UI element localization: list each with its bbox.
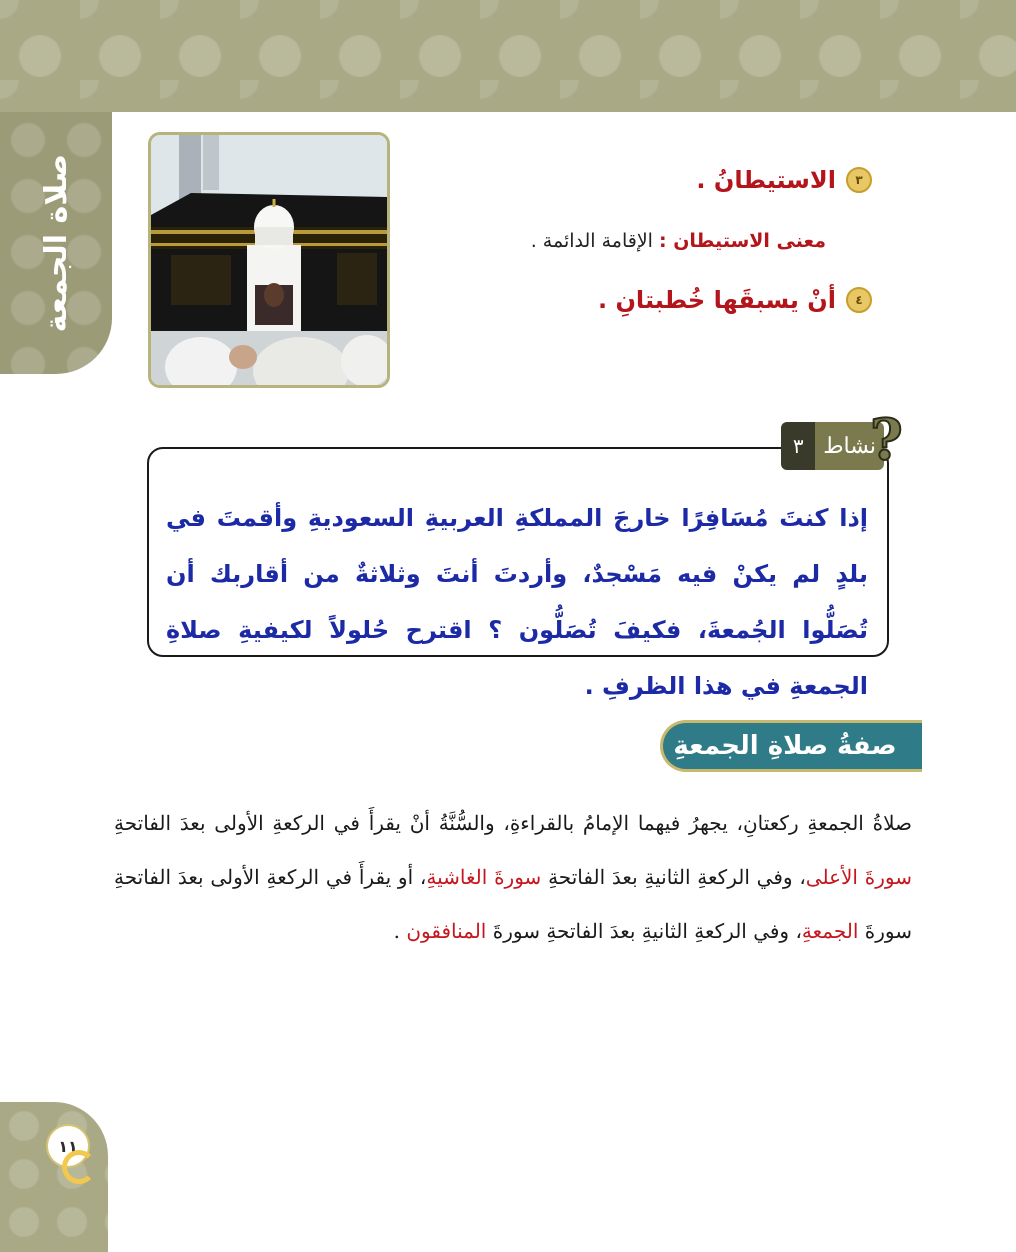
publisher-logo-icon <box>62 1150 96 1184</box>
chapter-title-text: صلاة الجمعة <box>38 153 74 333</box>
section-heading <box>660 720 922 772</box>
flower-badge-icon: ٤ <box>846 287 872 313</box>
activity-tab <box>766 422 884 470</box>
surah-name-2: سورةَ الغاشيةِ <box>426 865 542 889</box>
body-text-4: ، وفي الركعةِ الثانيةِ بعدَ الفاتحةِ سورةَ <box>486 919 802 943</box>
surah-name-1: سورةَ الأعلى <box>805 865 912 889</box>
body-text-1: صلاةُ الجمعةِ ركعتانِ، يجهرُ فيهما الإمامُ بالقراءةِ، والسُّنَّةُ أنْ يقرأَ في الركعةِ الأولى بعدَ الفاتحةِ <box>114 811 912 835</box>
section-heading-text: صفةُ صلاةِ الجمعةِ <box>673 731 897 761</box>
body-text-2: ، وفي الركعةِ الثانيةِ بعدَ الفاتحةِ <box>541 865 806 889</box>
chapter-side-title <box>0 112 112 374</box>
question-mark-icon: ? <box>870 407 903 473</box>
kaaba-photo <box>148 132 390 388</box>
meaning-label: معنى الاستيطان : <box>658 230 826 252</box>
kaaba-photo-illustration <box>151 135 387 385</box>
page-number: ١١ <box>46 1124 90 1168</box>
condition-bullet-4 <box>598 286 872 314</box>
condition-bullet-3 <box>696 166 872 194</box>
activity-question: إذا كنتَ مُسَافِرًا خارجَ المملكةِ العربيةِ السعوديةِ وأقمتَ في بلدٍ لم يكنْ فيه مَسْجدٌ، وأردتَ أنتَ وثلاثةٌ من أقاربك أن تُصَلُّوا الجُمعةَ، فكيفَ تُصَلُّون ؟ اقترح حُلولاً لكيفيةِ صلاةِ الجمعةِ في هذا الظرفِ . <box>166 504 868 700</box>
top-decorative-band <box>0 0 1016 112</box>
activity-label: نشاط <box>815 422 884 470</box>
activity-number: ٣ <box>781 422 815 470</box>
surah-name-4: المنافقون <box>406 919 487 943</box>
body-text-5: . <box>393 919 407 943</box>
meaning-value: الإقامة الدائمة . <box>530 230 653 252</box>
flower-badge-icon: ٣ <box>846 167 872 193</box>
surah-name-3: الجمعةِ <box>801 919 859 943</box>
condition-text-4: أنْ يسبقَها خُطبتانِ . <box>597 286 836 314</box>
condition-text-3: الاستيطانُ . <box>696 166 836 194</box>
body-text-3: ، أو يقرأَ في الركعةِ الأولى بعدَ الفاتحةِ سورةَ <box>114 865 912 943</box>
body-paragraph <box>114 796 912 958</box>
meaning-line <box>531 230 826 252</box>
